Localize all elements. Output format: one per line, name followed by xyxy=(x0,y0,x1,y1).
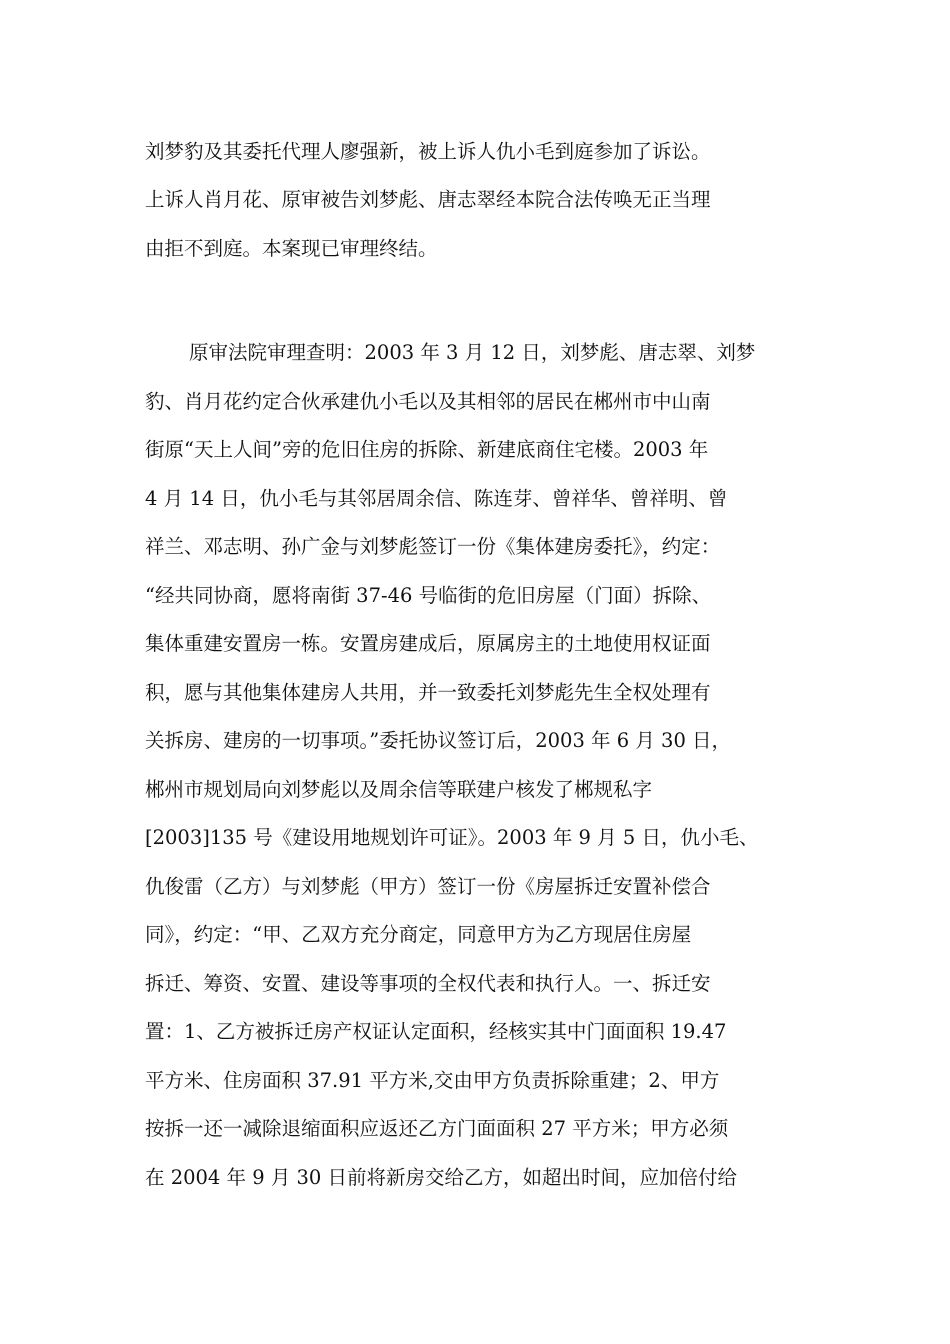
paragraph-line: “经共同协商，愿将南街 37-46 号临街的危旧房屋（门面）拆除、 xyxy=(145,584,712,607)
paragraph-line: 关拆房、建房的一切事项。”委托协议签订后，2003 年 6 月 30 日， xyxy=(145,729,732,752)
paragraph-line: 同》，约定：“甲、乙双方充分商定，同意甲方为乙方现居住房屋 xyxy=(145,923,692,946)
paragraph-line: 刘梦豹及其委托代理人廖强新，被上诉人仇小毛到庭参加了诉讼。 xyxy=(145,140,711,163)
paragraph-line: 置：1、乙方被拆迁房产权证认定面积，经核实其中门面面积 19.47 xyxy=(145,1020,727,1043)
paragraph-line: 原审法院审理查明：2003 年 3 月 12 日，刘梦彪、唐志翠、刘梦 xyxy=(189,341,756,364)
paragraph-line: 在 2004 年 9 月 30 日前将新房交给乙方，如超出时间，应加倍付给 xyxy=(145,1166,738,1189)
paragraph-line: 由拒不到庭。本案现已审理终结。 xyxy=(145,237,438,260)
paragraph-line: 拆迁、筹资、安置、建设等事项的全权代表和执行人。一、拆迁安 xyxy=(145,972,711,995)
paragraph-line: 平方米、住房面积 37.91 平方米,交由甲方负责拆除重建；2、甲方 xyxy=(145,1069,720,1092)
paragraph-line: 集体重建安置房一栋。安置房建成后，原属房主的土地使用权证面 xyxy=(145,632,711,655)
paragraph-line: 街原“天上人间”旁的危旧住房的拆除、新建底商住宅楼。2003 年 xyxy=(145,438,709,461)
paragraph-line: 郴州市规划局向刘梦彪以及周余信等联建户核发了郴规私字 xyxy=(145,778,653,801)
paragraph-line: 按拆一还一减除退缩面积应返还乙方门面面积 27 平方米；甲方必须 xyxy=(145,1117,729,1140)
paragraph-line: 上诉人肖月花、原审被告刘梦彪、唐志翠经本院合法传唤无正当理 xyxy=(145,188,711,211)
paragraph-line: 祥兰、邓志明、孙广金与刘梦彪签订一份《集体建房委托》，约定： xyxy=(145,535,721,558)
paragraph-line: 仇俊雷（乙方）与刘梦彪（甲方）签订一份《房屋拆迁安置补偿合 xyxy=(145,875,711,898)
paragraph-line: [2003]135 号《建设用地规划许可证》。2003 年 9 月 5 日，仇小毛、 xyxy=(145,826,759,849)
paragraph-line: 豹、肖月花约定合伙承建仇小毛以及其相邻的居民在郴州市中山南 xyxy=(145,390,711,413)
paragraph-line: 积，愿与其他集体建房人共用，并一致委托刘梦彪先生全权处理有 xyxy=(145,681,711,704)
paragraph-line: 4 月 14 日，仇小毛与其邻居周余信、陈连芽、曾祥华、曾祥明、曾 xyxy=(145,487,728,510)
